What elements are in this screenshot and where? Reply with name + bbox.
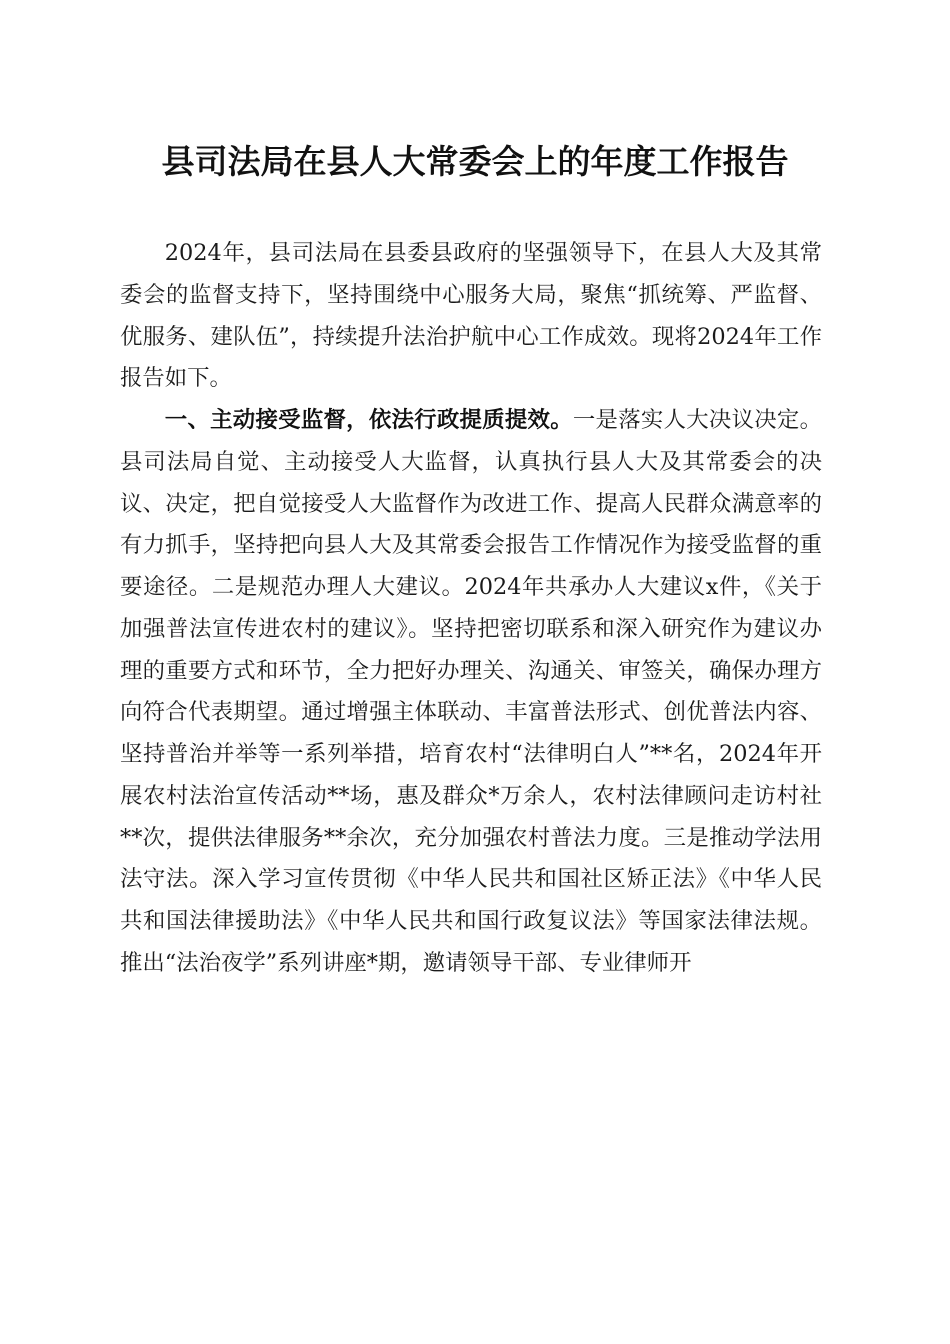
section-1-body: 一是落实人大决议决定。县司法局自觉、主动接受人大监督，认真执行县人大及其常委会的决议、决定，把自觉接受人大监督作为改进工作、提高人民群众满意率的有力抓手，坚持把向县人大及其常委会报告工作情况作为接受监督的重要途径。二是规范办理人大建议。2024年共承办人大建议x件，《关于加强普法宣传进农村的建议》。坚持把密切联系和深入研究作为建议办理的重要方式和环节，全力把好办理关、沟通关、审签关，确保办理方向符合代表期望。通过增强主体联动、丰富普法形式、创优普法内容、坚持普治并举等一系列举措，培育农村“法律明白人”**名，2024年开展农村法治宣传活动**场，惠及群众*万余人，农村法律顾问走访村社**次，提供法律服务**余次，充分加强农村普法力度。三是推动学法用法守法。深入学习宣传贯彻《中华人民共和国社区矫正法》《中华人民共和国法律援助法》《中华人民共和国行政复议法》等国家法律法规。推出“法治夜学”系列讲座*期，邀请领导干部、专业律师开 bbox=[120, 407, 822, 976]
intro-paragraph: 2024年，县司法局在县委县政府的坚强领导下，在县人大及其常委会的监督支持下，坚持围绕中心服务大局，聚焦“抓统筹、严监督、优服务、建队伍”，持续提升法治护航中心工作成效。现将2024年工作报告如下。 bbox=[120, 240, 822, 392]
section-1-heading: 一、主动接受监督，依法行政提质提效。 bbox=[164, 407, 573, 433]
section-1-paragraph bbox=[120, 400, 822, 985]
document-title: 县司法局在县人大常委会上的年度工作报告 bbox=[161, 142, 789, 181]
document-body bbox=[120, 233, 822, 985]
